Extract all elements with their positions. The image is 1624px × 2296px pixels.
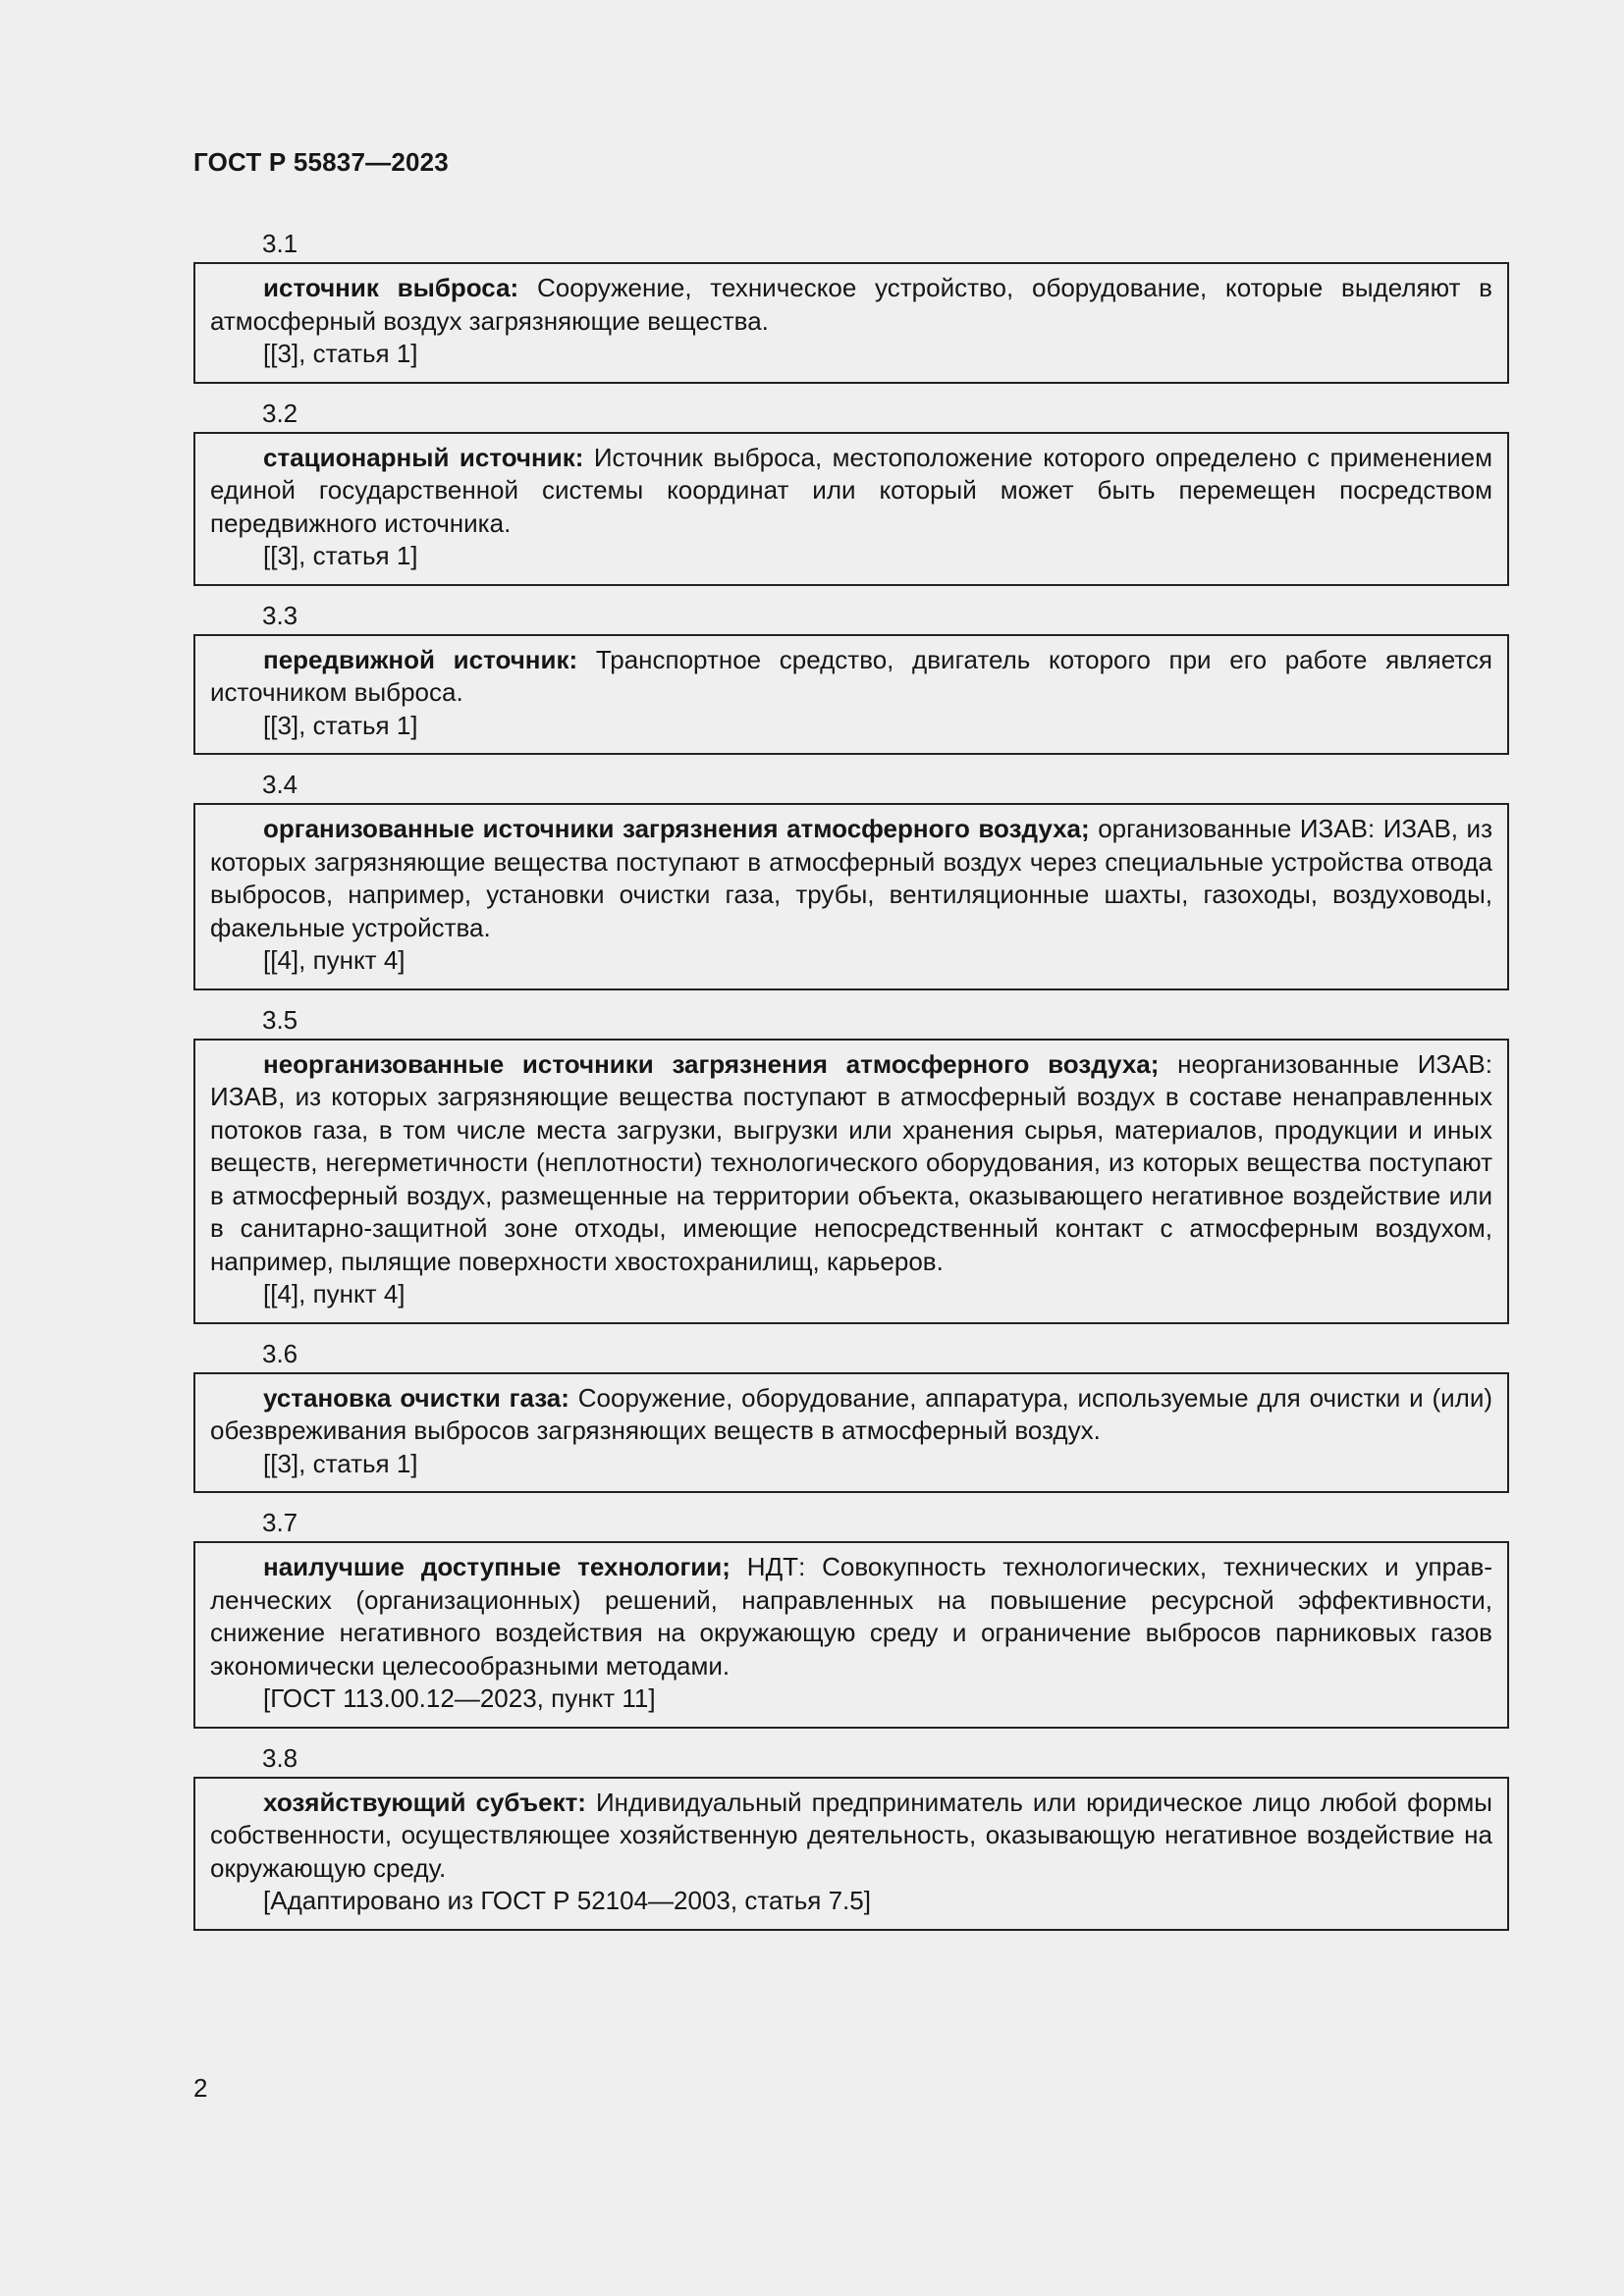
term-source: [[4], пункт 4]	[263, 945, 406, 975]
term-definition: организованные ИЗАВ: ИЗАВ, из которых загрязняющие вещества поступают в атмосферный воздух через специальные устройства отвода выбросов, например, установки очистки газа, трубы, вентиляционные шахты, газоходы, воздуховоды, факельные устройства.	[210, 814, 1492, 942]
term-number: 3.6	[262, 1338, 298, 1368]
term-source: [[3], статья 1]	[263, 541, 418, 570]
page-number: 2	[193, 2073, 208, 2103]
term-source: [[3], статья 1]	[263, 710, 418, 740]
term-definition: Источник выброса, местоположение которого определено с применением единой государственной системы координат или который может быть перемещен посредством передвижного источника.	[210, 442, 1492, 538]
term-name: неорганизованные источники загрязнения атмосферного воздуха;	[263, 1048, 1160, 1079]
term-source: [[4], пункт 4]	[263, 1279, 406, 1308]
term-source: [Адаптировано из ГОСТ Р 52104—2003, статья 7.5]	[263, 1886, 871, 1915]
term-text	[210, 1382, 1492, 1448]
term-text	[210, 1787, 1492, 1886]
term-text	[210, 813, 1492, 944]
term-text	[210, 1551, 1492, 1682]
term-definition-box	[193, 1039, 1509, 1324]
term-definition: НДТ: Совокупность технологических, технических и управленческих (организационных) решений, направленных на повышение ресурсной эффективности, снижение негативного воздействия на окружающую среду и ограничение выбросов парниковых газов экономически целесообразными методами.	[210, 1552, 1492, 1681]
term-source: [[3], статья 1]	[263, 1448, 418, 1478]
term-text	[210, 442, 1492, 541]
term-number: 3.3	[262, 600, 298, 630]
term-number: 3.5	[262, 1004, 298, 1035]
term-definition-box	[193, 634, 1509, 756]
term-text	[210, 272, 1492, 338]
term-name: передвижной источник:	[263, 644, 578, 674]
terms-list	[193, 226, 1509, 1943]
term-definition: Индивидуальный предприниматель или юридическое лицо любой формы собственности, осуществляющее хозяйственную деятельность, оказывающую негативное воздействие на окружающую среду.	[210, 1787, 1492, 1883]
term-definition-box	[193, 432, 1509, 586]
term-name: организованные источники загрязнения атмосферного воздуха;	[263, 814, 1090, 843]
term-definition: Сооружение, оборудование, аппаратура, используемые для очистки и (или) обезвреживания выбросов загрязняющих веществ в атмосферный воздух.	[210, 1382, 1493, 1445]
term-name: наилучшие доступные технологии;	[263, 1552, 731, 1581]
term-definition-box	[193, 1777, 1509, 1931]
term-number: 3.8	[262, 1742, 298, 1773]
term-definition: неорганизованные ИЗАВ: ИЗАВ, из которых загрязняющие вещества поступают в атмосферный воздух в составе ненаправленных потоков газа, в том числе места загрузки, выгрузки или хранения сырья, материалов, продукции и иных веществ, негерметичности (неплотности) технологического оборудования, из которых вещества поступают в атмосферный воздух, размещенные на территории объекта, оказывающего негативное воздействие или в санитарно-защитной зоне отходы, имеющие непосредственный контакт с атмосферным воздухом, например, пылящие поверхности хвостохранилищ, карьеров.	[210, 1048, 1492, 1276]
term-name: установка очистки газа:	[263, 1382, 569, 1413]
term-number: 3.4	[262, 770, 298, 799]
term-definition-box	[193, 1372, 1509, 1494]
term-number: 3.1	[262, 229, 298, 258]
term-number: 3.7	[262, 1508, 298, 1537]
term-text	[210, 644, 1492, 710]
term-definition: Транспортное средство, двигатель которого при его работе является источником выброса.	[210, 644, 1492, 707]
term-definition-box	[193, 262, 1509, 384]
term-name: источник выброса:	[263, 273, 519, 302]
term-name: стационарный источник:	[263, 442, 584, 472]
term-text	[210, 1048, 1492, 1279]
term-definition-box	[193, 803, 1509, 990]
term-number: 3.2	[262, 398, 298, 428]
document-header: ГОСТ Р 55837—2023	[193, 147, 449, 177]
term-source: [ГОСТ 113.00.12—2023, пункт 11]	[263, 1683, 656, 1713]
term-source: [[3], статья 1]	[263, 339, 418, 368]
term-definition: Сооружение, техническое устройство, оборудование, которые выделяют в атмосферный воздух загрязняющие вещества.	[210, 273, 1492, 336]
term-definition-box	[193, 1541, 1509, 1729]
term-name: хозяйствующий субъект:	[263, 1787, 586, 1817]
